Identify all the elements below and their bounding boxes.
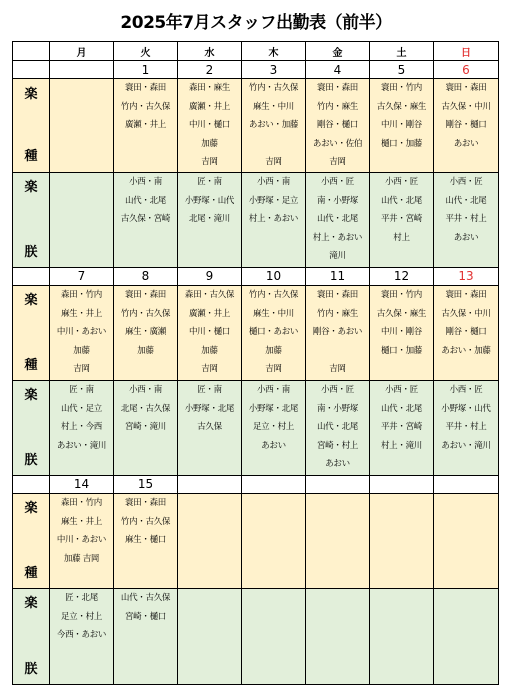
date-cell-thu: 10 xyxy=(242,267,306,285)
staff-line: 吉岡 xyxy=(329,364,346,375)
staff-line: 小西・匠 xyxy=(321,176,354,187)
staff-line: 平井・宮崎 xyxy=(380,422,422,433)
staff-line: 麻生・樋口 xyxy=(124,535,166,546)
staff-line: 平井・宮崎 xyxy=(380,214,422,225)
date-cell-sun: 6 xyxy=(434,61,499,79)
staff-line: 村上・あおい xyxy=(312,232,363,243)
staff-line: 森田・竹内 xyxy=(60,289,102,300)
staff-line: 村上・滝川 xyxy=(380,440,422,451)
hei-cell-sat xyxy=(370,588,434,684)
weekday-wed: 水 xyxy=(178,42,242,61)
staff-line: 森田・麻生 xyxy=(188,83,230,93)
shu-label-char: 種 xyxy=(24,565,38,581)
staff-line: 剛谷・樋口 xyxy=(445,327,487,338)
staff-line: 竹内・古久保 xyxy=(120,516,171,527)
date-cell-thu xyxy=(242,475,306,493)
date-cell-wed xyxy=(178,475,242,493)
staff-line: 寰田・森田 xyxy=(316,83,358,93)
staff-line: 樋口・加藤 xyxy=(380,138,422,149)
date-row-corner xyxy=(13,61,50,79)
date-row xyxy=(13,61,499,79)
staff-line: 山代・北尾 xyxy=(316,422,358,433)
staff-line: 匠・南 xyxy=(197,176,222,187)
hei-label-char: 楽 xyxy=(24,595,38,611)
staff-line: 小西・南 xyxy=(129,176,162,187)
staff-line: 吉岡 xyxy=(329,157,346,168)
staff-line: 山代・北尾 xyxy=(316,214,358,225)
staff-line: 宮崎・村上 xyxy=(316,440,358,451)
staff-line: 剛谷・あおい xyxy=(312,327,363,338)
date-row xyxy=(13,475,499,493)
weekday-tue: 火 xyxy=(114,42,178,61)
staff-line: 小西・匠 xyxy=(385,176,418,187)
staff-line: 村上・今西 xyxy=(60,422,102,433)
staff-line: 古久保・宮崎 xyxy=(120,214,171,225)
shu-row-label xyxy=(13,285,50,380)
staff-line: 森田・竹内 xyxy=(60,497,102,508)
staff-line: 北尾・古久保 xyxy=(120,403,171,414)
shu-label-char: 楽 xyxy=(24,86,38,102)
staff-line: 麻生・中川 xyxy=(252,308,294,319)
staff-line: 吉岡 xyxy=(73,364,90,375)
staff-line: 小野塚・北尾 xyxy=(248,403,299,414)
hei-cell-tue xyxy=(114,588,178,684)
hei-label-char: 朕 xyxy=(24,661,38,677)
date-cell-sun xyxy=(434,475,499,493)
staff-line: 古久保・中川 xyxy=(441,101,491,112)
staff-line: 剛谷・樋口 xyxy=(316,120,358,131)
staff-line: 山代・北尾 xyxy=(380,195,422,206)
weekday-mon: 月 xyxy=(50,42,114,61)
hei-row xyxy=(13,172,499,267)
staff-line: 古久保 xyxy=(197,422,222,433)
shu-cell-sat xyxy=(370,285,434,380)
shu-cell-tue xyxy=(114,493,178,588)
staff-line: 匠・北尾 xyxy=(65,592,98,603)
hei-cell-wed xyxy=(178,172,242,267)
shu-cell-tue xyxy=(114,285,178,380)
staff-line: あおい・滝川 xyxy=(441,440,491,451)
shu-row xyxy=(13,79,499,173)
staff-line: 小野塚・足立 xyxy=(248,195,299,206)
staff-line: 小野塚・山代 xyxy=(441,403,491,414)
staff-line: 吉岡 xyxy=(265,157,282,168)
staff-line: 吉岡 xyxy=(201,157,218,168)
hei-cell-sat xyxy=(370,172,434,267)
staff-line: 南・小野塚 xyxy=(316,403,358,414)
hei-cell-wed xyxy=(178,380,242,475)
staff-line xyxy=(306,342,369,361)
staff-line: 平井・村上 xyxy=(445,422,487,433)
staff-line: あおい・加藤 xyxy=(248,120,299,131)
staff-line: 小西・南 xyxy=(257,176,290,187)
shu-cell-mon xyxy=(50,285,114,380)
staff-line: 小西・南 xyxy=(129,384,162,395)
staff-line: 寰田・森田 xyxy=(124,83,166,93)
date-row xyxy=(13,267,499,285)
staff-line: 竹内・古久保 xyxy=(120,308,171,319)
shu-cell-tue xyxy=(114,79,178,173)
staff-line: 宮崎・滝川 xyxy=(124,422,166,433)
date-row-corner xyxy=(13,267,50,285)
staff-line: 吉岡 xyxy=(265,364,282,375)
staff-line: 加藤 吉岡 xyxy=(63,553,100,564)
shu-cell-sat xyxy=(370,493,434,588)
shu-cell-wed xyxy=(178,79,242,173)
date-cell-sat: 5 xyxy=(370,61,434,79)
staff-line: 麻生・中川 xyxy=(252,101,294,112)
staff-line: 足立・村上 xyxy=(252,422,294,433)
staff-line: あおい xyxy=(453,232,479,243)
staff-line: 北尾・滝川 xyxy=(188,214,230,225)
staff-line: 森田・古久保 xyxy=(184,289,235,300)
hei-label-char: 朕 xyxy=(24,244,38,260)
shu-label-char: 種 xyxy=(24,148,38,164)
staff-line: 加藤 xyxy=(137,345,154,356)
shu-label-char: 種 xyxy=(24,357,38,373)
staff-line: 樋口・あおい xyxy=(248,327,299,338)
staff-line: 加藤 xyxy=(265,345,282,356)
hei-cell-wed xyxy=(178,588,242,684)
shu-cell-wed xyxy=(178,285,242,380)
shu-cell-thu xyxy=(242,79,306,173)
staff-line: あおい・滝川 xyxy=(56,440,107,451)
staff-line: 小西・匠 xyxy=(449,176,483,187)
date-cell-fri xyxy=(306,475,370,493)
staff-line: 古久保・麻生 xyxy=(376,308,427,319)
date-cell-mon xyxy=(50,61,114,79)
hei-row-label xyxy=(13,172,50,267)
hei-row xyxy=(13,380,499,475)
shu-row-label xyxy=(13,493,50,588)
date-cell-wed: 9 xyxy=(178,267,242,285)
shu-row xyxy=(13,493,499,588)
staff-line: 竹内・麻生 xyxy=(316,101,358,112)
shu-cell-sun xyxy=(434,285,499,380)
staff-line: 山代・足立 xyxy=(60,403,102,414)
shu-cell-thu xyxy=(242,285,306,380)
staff-line: 村上 xyxy=(393,232,410,243)
staff-line: 宮崎・樋口 xyxy=(124,611,166,622)
staff-line: 古久保・中川 xyxy=(441,308,491,319)
staff-line: 小西・匠 xyxy=(385,384,418,395)
staff-line: 小西・匠 xyxy=(321,384,354,395)
hei-label-char: 朕 xyxy=(24,452,38,468)
date-cell-tue: 8 xyxy=(114,267,178,285)
hei-cell-thu xyxy=(242,172,306,267)
staff-line xyxy=(242,135,305,154)
date-cell-fri: 11 xyxy=(306,267,370,285)
staff-line: 匠・南 xyxy=(69,384,94,395)
hei-cell-sun xyxy=(434,380,499,475)
hei-cell-mon xyxy=(50,588,114,684)
date-cell-wed: 2 xyxy=(178,61,242,79)
staff-line: 寰田・竹内 xyxy=(380,83,422,93)
staff-line: 中川・あおい xyxy=(56,327,107,338)
hei-cell-sun xyxy=(434,588,499,684)
date-cell-sun: 13 xyxy=(434,267,499,285)
staff-line: 竹内・麻生 xyxy=(316,308,358,319)
hei-cell-sat xyxy=(370,380,434,475)
shu-label-char: 楽 xyxy=(24,292,38,308)
hei-cell-fri xyxy=(306,588,370,684)
staff-line: 山代・北尾 xyxy=(445,195,487,206)
staff-line: 寰田・森田 xyxy=(124,289,166,300)
staff-line: 加藤 xyxy=(201,345,218,356)
staff-line: 中川・樋口 xyxy=(188,120,230,131)
shu-cell-mon xyxy=(50,79,114,173)
hei-cell-sun xyxy=(434,172,499,267)
staff-line: あおい・加藤 xyxy=(441,345,491,356)
staff-line: あおい xyxy=(325,459,350,470)
hei-cell-tue xyxy=(114,380,178,475)
weekday-sat: 土 xyxy=(370,42,434,61)
weekday-sun: 日 xyxy=(434,42,499,61)
shu-cell-sun xyxy=(434,493,499,588)
staff-line: 竹内・古久保 xyxy=(248,83,299,93)
hei-cell-fri xyxy=(306,380,370,475)
staff-line: 山代・北尾 xyxy=(124,195,166,206)
hei-cell-fri xyxy=(306,172,370,267)
staff-line: 中川・あおい xyxy=(56,535,107,546)
hei-row-label xyxy=(13,588,50,684)
staff-line: あおい xyxy=(261,440,286,451)
staff-line: 麻生・井上 xyxy=(60,516,102,527)
hei-cell-tue xyxy=(114,172,178,267)
hei-row-label xyxy=(13,380,50,475)
corner-cell xyxy=(13,42,50,61)
schedule-table xyxy=(12,41,499,685)
date-cell-sat xyxy=(370,475,434,493)
staff-line: 加藤 xyxy=(201,138,218,149)
staff-line: 樋口・加藤 xyxy=(380,345,422,356)
date-cell-tue: 1 xyxy=(114,61,178,79)
staff-line: あおい xyxy=(453,138,479,149)
staff-line: 山代・北尾 xyxy=(380,403,422,414)
staff-line: 匠・南 xyxy=(197,384,222,395)
weekday-thu: 木 xyxy=(242,42,306,61)
staff-line: 古久保・麻生 xyxy=(376,101,427,112)
staff-line: 小西・南 xyxy=(257,384,290,395)
shu-cell-fri xyxy=(306,285,370,380)
date-cell-fri: 4 xyxy=(306,61,370,79)
page-title: 2025年7月スタッフ出勤表（前半） xyxy=(120,13,392,33)
staff-line: 村上・あおい xyxy=(248,214,299,225)
staff-line: 廣瀬・井上 xyxy=(124,120,166,131)
staff-line: 寰田・森田 xyxy=(445,289,487,300)
staff-line: 竹内・古久保 xyxy=(120,101,171,112)
staff-line: 竹内・古久保 xyxy=(248,289,299,300)
shu-cell-fri xyxy=(306,493,370,588)
shu-cell-wed xyxy=(178,493,242,588)
staff-line: 中川・剛谷 xyxy=(380,327,422,338)
staff-line: 中川・剛谷 xyxy=(380,120,422,131)
staff-line: あおい・佐伯 xyxy=(312,138,363,149)
staff-line: 寰田・竹内 xyxy=(380,289,422,300)
hei-cell-mon xyxy=(50,380,114,475)
staff-line: 足立・村上 xyxy=(60,611,102,622)
staff-line: 中川・樋口 xyxy=(188,327,230,338)
staff-line: 南・小野塚 xyxy=(316,195,358,206)
staff-line: 今西・あおい xyxy=(56,630,107,641)
staff-line: 小西・匠 xyxy=(449,384,483,395)
shu-cell-fri xyxy=(306,79,370,173)
hei-label-char: 楽 xyxy=(24,387,38,403)
shu-row xyxy=(13,285,499,380)
staff-line: 滝川 xyxy=(329,251,346,262)
date-cell-mon: 14 xyxy=(50,475,114,493)
staff-line: 加藤 xyxy=(73,345,90,356)
hei-label-char: 楽 xyxy=(24,179,38,195)
date-cell-sat: 12 xyxy=(370,267,434,285)
shu-cell-sat xyxy=(370,79,434,173)
shu-label-char: 楽 xyxy=(24,500,38,516)
date-row-corner xyxy=(13,475,50,493)
staff-line: 寰田・森田 xyxy=(445,83,487,93)
staff-line: 山代・古久保 xyxy=(120,592,171,603)
staff-line: 廣瀬・井上 xyxy=(188,101,230,112)
date-cell-mon: 7 xyxy=(50,267,114,285)
staff-line: 寰田・森田 xyxy=(316,289,358,300)
date-cell-tue: 15 xyxy=(114,475,178,493)
shu-cell-mon xyxy=(50,493,114,588)
hei-cell-mon xyxy=(50,172,114,267)
staff-line: 廣瀬・井上 xyxy=(188,308,230,319)
staff-line: 吉岡 xyxy=(201,364,218,375)
staff-line: 剛谷・樋口 xyxy=(445,120,487,131)
staff-line: 小野塚・北尾 xyxy=(184,403,235,414)
staff-line: 麻生・廣瀬 xyxy=(124,327,166,338)
hei-cell-thu xyxy=(242,588,306,684)
shu-cell-thu xyxy=(242,493,306,588)
staff-line: 小野塚・山代 xyxy=(184,195,235,206)
staff-line: 平井・村上 xyxy=(445,214,487,225)
date-cell-thu: 3 xyxy=(242,61,306,79)
staff-line: 麻生・井上 xyxy=(60,308,102,319)
staff-line: 寰田・森田 xyxy=(124,497,166,508)
shu-cell-sun xyxy=(434,79,499,173)
hei-cell-thu xyxy=(242,380,306,475)
hei-row xyxy=(13,588,499,684)
shu-row-label xyxy=(13,79,50,173)
weekday-fri: 金 xyxy=(306,42,370,61)
